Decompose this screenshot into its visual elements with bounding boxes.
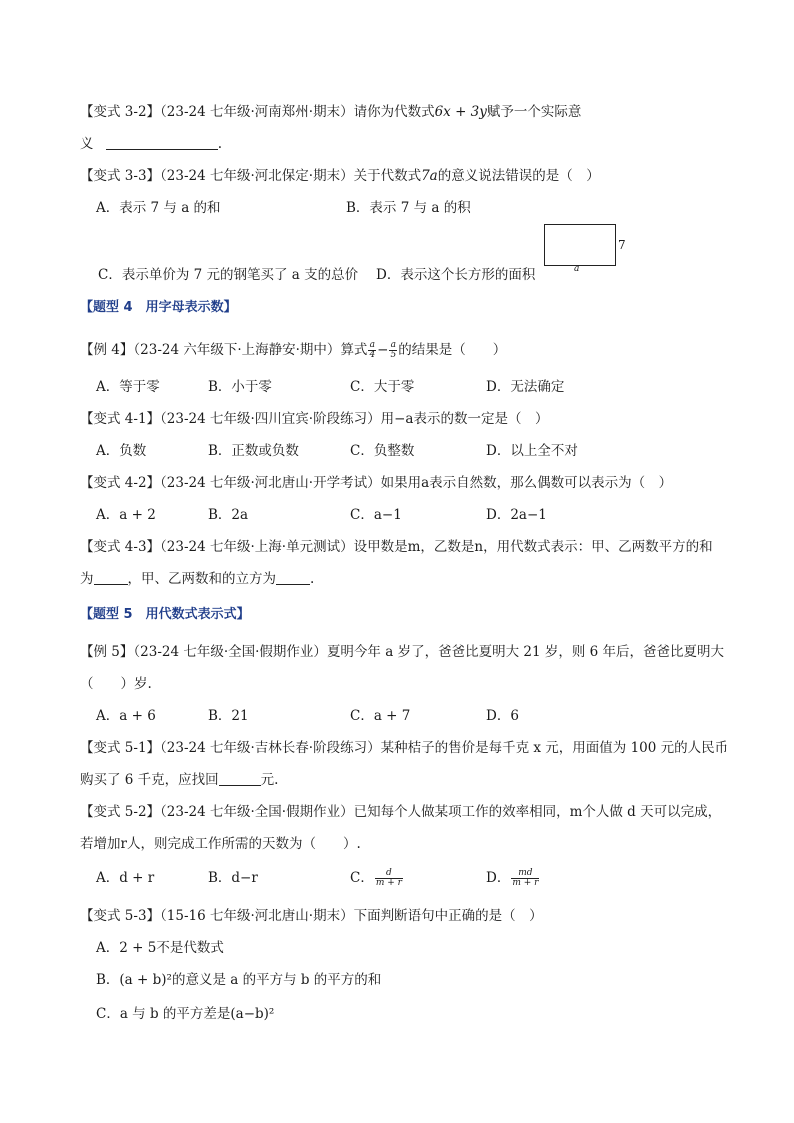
- option-b[interactable]: B．表示 7 与 a 的积: [346, 200, 471, 216]
- option-c[interactable]: C．a 与 b 的平方差是(a−b)²: [96, 1006, 275, 1022]
- option-c[interactable]: C．a−1: [350, 507, 402, 523]
- rectangle-side-label: 7: [618, 238, 626, 252]
- option-a[interactable]: A．a + 2: [96, 507, 156, 523]
- option-a[interactable]: A．a + 6: [96, 708, 156, 724]
- answer-blank[interactable]: [276, 570, 310, 585]
- option-a[interactable]: A．表示 7 与 a 的和: [96, 200, 221, 216]
- section-title-5: 【题型 5 用代数式表示式】: [80, 607, 250, 622]
- answer-blank[interactable]: [219, 771, 261, 786]
- question-label: 【例 4】: [80, 342, 134, 358]
- option-d[interactable]: D．表示这个长方形的面积: [376, 267, 536, 283]
- question-v5-2: 【变式 5-2】（23-24 七年级·全国·假期作业）已知每个人做某项工作的效率相同，m个人做 d 天可以完成，: [80, 804, 722, 820]
- question-e5: 【例 5】（23-24 七年级·全国·假期作业）夏明今年 a 岁了，爸爸比夏明大 21 岁，则 6 年后，爸爸比夏明大: [80, 644, 725, 660]
- question-source: （23-24 七年级·全国·假期作业）: [133, 644, 327, 660]
- question-v3-2-cont: 义 .: [80, 136, 223, 152]
- question-source: （23-24 七年级·全国·假期作业）: [160, 804, 354, 820]
- question-source: （23-24 七年级·上海·单元测试）: [160, 539, 354, 555]
- option-b[interactable]: B．正数或负数: [208, 443, 299, 459]
- math-expr: 6x + 3y: [434, 104, 487, 120]
- question-v4-2: 【变式 4-2】（23-24 七年级·河北唐山·开学考试）如果用a表示自然数，那么偶数可以表示为（ ）: [80, 475, 673, 491]
- option-d[interactable]: D．6: [486, 708, 519, 724]
- question-source: （23-24 七年级·河北保定·期末）: [160, 168, 354, 184]
- fraction: $\frac{a}{4}$: [369, 340, 376, 360]
- option-a[interactable]: A．等于零: [96, 379, 160, 395]
- question-e4: 【例 4】（23-24 六年级下·上海静安·期中）算式 $\frac{a}{4}$ − $\frac{a}{5}$ 的结果是（ ）: [80, 340, 507, 360]
- option-b[interactable]: B．小于零: [208, 379, 272, 395]
- fraction: $\frac{a}{5}$: [390, 340, 397, 360]
- question-v5-2-cont: 若增加r人，则完成工作所需的天数为（ ）.: [80, 836, 361, 852]
- math-expr: 7a: [421, 168, 438, 184]
- option-c[interactable]: C． $\frac{d}{m + r}$: [350, 868, 402, 888]
- fraction: $\frac{md}{m + r}$: [512, 868, 539, 888]
- option-d[interactable]: D．以上全不对: [486, 443, 578, 459]
- question-v3-2: 【变式 3-2】（23-24 七年级·河南郑州·期末）请你为代数式6x + 3y赋予一个实际意: [80, 104, 582, 120]
- question-e5-cont: （ ）岁.: [80, 676, 152, 692]
- question-v5-3: 【变式 5-3】（15-16 七年级·河北唐山·期末）下面判断语句中正确的是（ ）: [80, 908, 543, 924]
- option-c[interactable]: C．表示单价为 7 元的钢笔买了 a 支的总价: [98, 267, 359, 283]
- option-c[interactable]: C．大于零: [350, 379, 415, 395]
- question-v4-3-cont: 为 ，甲、乙两数和的立方为 .: [80, 571, 315, 587]
- rectangle-figure: [544, 224, 616, 266]
- question-label: 【变式 4-1】: [80, 411, 161, 427]
- option-a[interactable]: A．负数: [96, 443, 147, 459]
- question-source: （23-24 七年级·河北唐山·开学考试）: [160, 475, 381, 491]
- option-b[interactable]: B．(a + b)²的意义是 a 的平方与 b 的平方的和: [96, 972, 382, 988]
- question-source: （15-16 七年级·河北唐山·期末）: [160, 908, 354, 924]
- question-label: 【变式 5-1】: [80, 740, 161, 756]
- question-v4-1: 【变式 4-1】（23-24 七年级·四川宜宾·阶段练习）用−a表示的数一定是（ ）: [80, 411, 549, 427]
- question-v4-3: 【变式 4-3】（23-24 七年级·上海·单元测试）设甲数是m，乙数是n，用代数式表示：甲、乙两数平方的和: [80, 539, 713, 555]
- option-b[interactable]: B．21: [208, 708, 249, 724]
- option-b[interactable]: B．2a: [208, 507, 249, 523]
- question-label: 【变式 3-3】: [80, 168, 161, 184]
- question-v3-3: 【变式 3-3】（23-24 七年级·河北保定·期末）关于代数式7a的意义说法错误的是（ ）: [80, 168, 600, 184]
- option-d[interactable]: D．2a−1: [486, 507, 547, 523]
- question-label: 【变式 4-3】: [80, 539, 161, 555]
- option-b[interactable]: B．d−r: [208, 870, 258, 886]
- question-source: （23-24 七年级·吉林长春·阶段练习）: [160, 740, 381, 756]
- question-v5-1-cont: 购买了 6 千克，应找回 元.: [80, 772, 279, 788]
- question-source: （23-24 七年级·四川宜宾·阶段练习）: [160, 411, 381, 427]
- option-d[interactable]: D． $\frac{md}{m + r}$: [486, 868, 539, 888]
- option-c[interactable]: C．负整数: [350, 443, 415, 459]
- answer-blank[interactable]: [94, 570, 128, 585]
- question-label: 【例 5】: [80, 644, 134, 660]
- option-a[interactable]: A．2 + 5不是代数式: [96, 940, 224, 956]
- answer-blank[interactable]: [106, 135, 218, 150]
- option-a[interactable]: A．d + r: [96, 870, 155, 886]
- question-label: 【变式 5-3】: [80, 908, 161, 924]
- question-label: 【变式 3-2】: [80, 104, 161, 120]
- question-v5-1: 【变式 5-1】（23-24 七年级·吉林长春·阶段练习）某种桔子的售价是每千克 x 元，用面值为 100 元的人民币: [80, 740, 729, 756]
- fraction: $\frac{d}{m + r}$: [375, 868, 402, 888]
- question-source: （23-24 六年级下·上海静安·期中）: [133, 342, 341, 358]
- question-label: 【变式 5-2】: [80, 804, 161, 820]
- section-title-4: 【题型 4 用字母表示数】: [80, 300, 237, 315]
- option-c[interactable]: C．a + 7: [350, 708, 411, 724]
- rectangle-base-label: a: [574, 264, 580, 274]
- question-label: 【变式 4-2】: [80, 475, 161, 491]
- question-source: （23-24 七年级·河南郑州·期末）: [160, 104, 354, 120]
- option-d[interactable]: D．无法确定: [486, 379, 565, 395]
